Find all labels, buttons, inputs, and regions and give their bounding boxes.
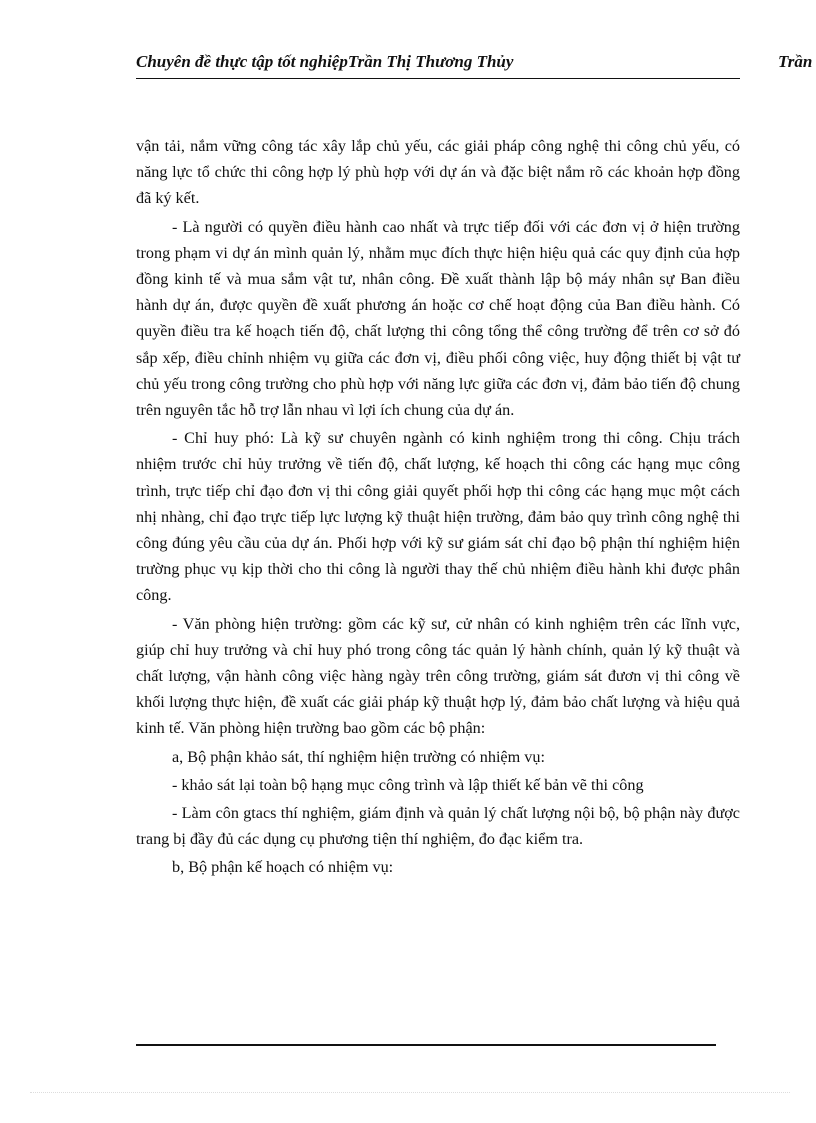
paragraph-5: a, Bộ phận khảo sát, thí nghiệm hiện trường có nhiệm vụ:	[172, 747, 545, 766]
paragraph-8: b, Bộ phận kế hoạch có nhiệm vụ:	[172, 858, 394, 877]
page-bottom-edge	[30, 1092, 790, 1093]
paragraph-4: - Văn phòng hiện trường: gồm các kỹ sư, cử nhân có kinh nghiệm trên các lĩnh vực, giúp chỉ huy trưởng và chỉ huy phó trong công tác quản lý hành chính, quản lý kỹ thuật và chất lượng, vận hành công việc hàng ngày trên công trường, giám sát đươn vị thi công về khối lượng thực hiện, đề xuất các giải pháp kỹ thuật hợp lý, đảm bảo chất lượng và hiệu quả kinh tế. Văn phòng hiện trường bao gồm các bộ phận:	[136, 614, 740, 738]
paragraph-3: - Chỉ huy phó: Là kỹ sư chuyên ngành có kinh nghiệm trong thi công. Chịu trách nhiệm trước chỉ hủy trưởng về tiến độ, chất lượng, kế hoạch thi công các hạng mục công trình, trực tiếp chỉ đạo đơn vị thi công giải quyết phối hợp thi công các hạng mục một cách nhị nhàng, chỉ đạo trực tiếp lực lượng kỹ thuật hiện trường, đảm bảo quy trình công nghệ thi công đúng yêu cầu của dự án. Phối hợp với kỹ sư giám sát chỉ đạo bộ phận thí nghiệm hiện trường phục vụ kịp thời cho thi công là người thay thế chủ nhiệm điều hành khi được phân công.	[136, 429, 740, 605]
paragraph-7: - Làm côn gtacs thí nghiệm, giám định và quản lý chất lượng nội bộ, bộ phận này được trang bị đầy đủ các dụng cụ phương tiện thí nghiệm, đo đạc kiểm tra.	[136, 804, 740, 849]
paragraph-6: - khảo sát lại toàn bộ hạng mục công trình và lập thiết kế bản vẽ thi công	[172, 775, 644, 794]
header-divider	[136, 78, 740, 79]
header-author-cutoff: Trần	[778, 52, 813, 71]
document-body	[136, 133, 740, 883]
page-header	[136, 52, 813, 76]
paragraph-1: vận tải, nắm vững công tác xây lắp chủ yếu, các giải pháp công nghệ thi công chủ yếu, có năng lực tổ chức thi công hợp lý phù hợp với dự án và đặc biệt nắm rõ các khoản hợp đồng đã ký kết.	[136, 137, 740, 208]
header-title: Chuyên đề thực tập tốt nghiệpTrần Thị Thương Thủy	[136, 52, 514, 71]
paragraph-2: - Là người có quyền điều hành cao nhất và trực tiếp đối với các đơn vị ở hiện trường trong phạm vi dự án mình quản lý, nhằm mục đích thực hiện hiệu quả các quy định của hợp đồng kinh tế và mua sắm vật tư, nhân công. Đề xuất thành lập bộ máy nhân sự Ban điều hành dự án, được quyền đề xuất phương án hoặc cơ chế hoạt động của Ban điều hành. Có quyền điều tra kế hoạch tiến độ, chất lượng thi công tổng thể công trường để trên cơ sở đó sắp xếp, điều chỉnh nhiệm vụ giữa các đơn vị, điều phối công việc, huy động thiết bị vật tư chủ yếu trong công trường cho phù hợp với năng lực giữa các đơn vị, đảm bảo tiến độ chung trên nguyên tắc hỗ trợ lẫn nhau vì lợi ích chung của dự án.	[136, 217, 740, 420]
footer-divider	[136, 1044, 716, 1046]
